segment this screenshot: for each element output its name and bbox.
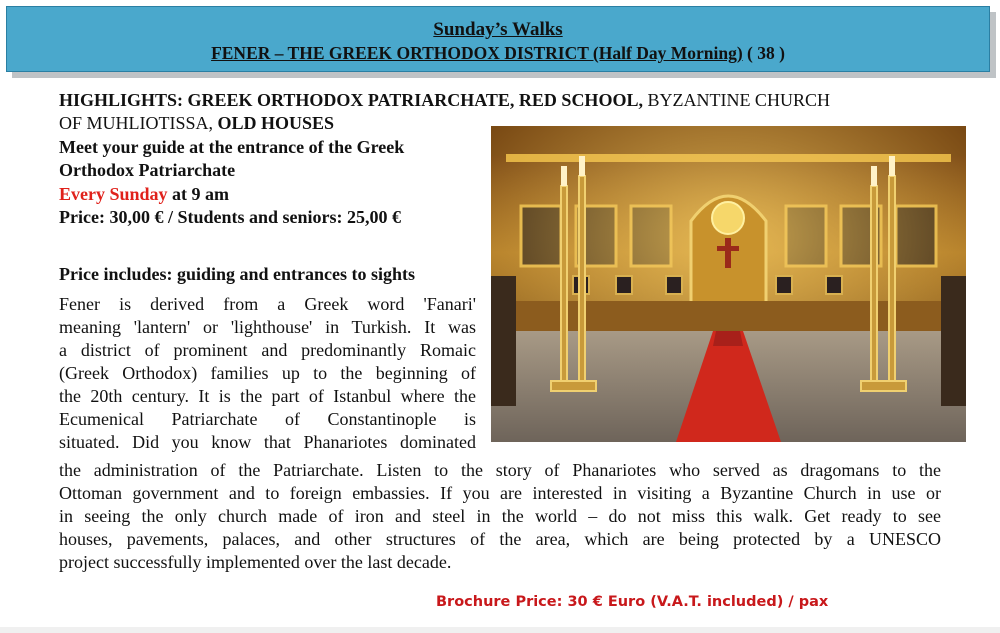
highlights-normal: BYZANTINE CHURCH [647,90,830,110]
includes-line: Price includes: guiding and entrances to sights [59,264,416,284]
highlights-line2-normal: OF MUHLIOTISSA, [59,113,214,133]
tour-header [6,6,990,72]
description-line: in seeing the only church made of iron and steel in the world – do not miss this walk. Get ready to see [59,506,941,526]
description-line: Ottoman government and to foreign embassies. If you are interested in visiting a Byzantine Church in use or [59,483,941,503]
description-line: meaning 'lantern' or 'lighthouse' in Turkish. It was [59,317,476,337]
description-line: project successfully implemented over the last decade. [59,552,452,572]
footer-divider [0,627,1000,633]
header-subtitle: FENER – THE GREEK ORTHODOX DISTRICT (Half Day Morning) [211,43,743,63]
price-line: Price: 30,00 € / Students and seniors: 25,00 € [59,207,401,227]
church-interior-photo [491,126,966,442]
tour-code: ( 38 ) [747,43,785,63]
header-title: Sunday’s Walks [433,19,563,40]
description-line: Fener is derived from a Greek word 'Fanari' [59,294,476,314]
brochure-price: Brochure Price: 30 € Euro (V.A.T. included) / pax [436,594,829,610]
description-line: the administration of the Patriarchate. Listen to the story of Phanariotes who served as dragomans to the [59,460,941,480]
description-narrow [59,293,476,454]
schedule-time: at 9 am [172,184,230,204]
description-line: situated. Did you know that Phanariotes dominated [59,432,476,452]
description-wide [59,459,941,574]
description-line: the 20th century. It is the part of Istanbul where the [59,386,476,406]
description-line: (Greek Orthodox) families up to the beginning of [59,363,476,383]
highlights-line [59,90,830,111]
meet-line-2: Orthodox Patriarchate [59,160,236,180]
description-line: houses, pavements, palaces, and other structures of the area, which are being protected by a UNESCO [59,529,941,549]
description-line: a district of prominent and predominantly Romaic [59,340,476,360]
description-line: Ecumenical Patriarchate of Constantinople is [59,409,476,429]
schedule-day: Every Sunday [59,184,168,204]
highlights-line-2 [59,113,334,134]
meet-line-1: Meet your guide at the entrance of the Greek [59,137,405,157]
schedule-line [59,184,229,205]
header-subtitle-line [7,43,989,64]
highlights-bold: HIGHLIGHTS: GREEK ORTHODOX PATRIARCHATE, RED SCHOOL, [59,90,643,110]
highlights-line2-bold: OLD HOUSES [217,113,335,133]
